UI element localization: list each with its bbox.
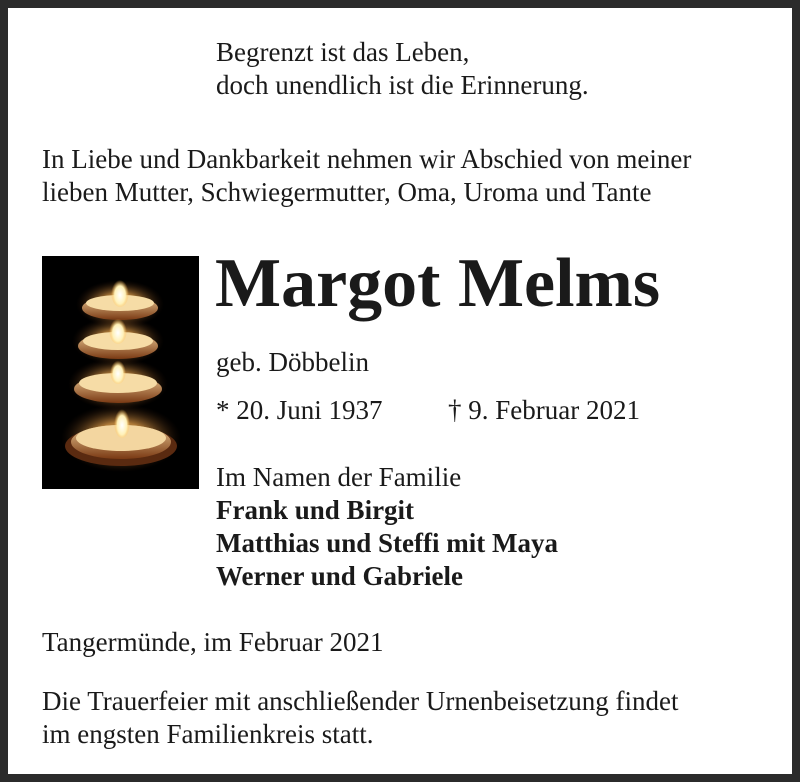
- family-member: Matthias und Steffi mit Maya: [216, 528, 558, 558]
- deceased-name: Margot Melms: [215, 245, 661, 322]
- family-intro: Im Namen der Familie: [216, 462, 462, 492]
- family-members: [216, 494, 558, 593]
- motto-line: doch unendlich ist die Erinnerung.: [216, 70, 589, 100]
- birth-date: * 20. Juni 1937: [216, 395, 383, 425]
- ceremony-line: Die Trauerfeier mit anschließender Urnenbeisetzung findet: [42, 686, 679, 716]
- birth-name: geb. Döbbelin: [216, 347, 369, 377]
- ceremony-info: [42, 685, 679, 751]
- death-date: † 9. Februar 2021: [448, 395, 640, 425]
- motto: [216, 36, 589, 102]
- family-member: Werner und Gabriele: [216, 561, 463, 591]
- place-date: Tangermünde, im Februar 2021: [42, 627, 384, 657]
- candles-photo-icon: [42, 256, 199, 489]
- family-member: Frank und Birgit: [216, 495, 415, 525]
- intro-line: lieben Mutter, Schwiegermutter, Oma, Uroma und Tante: [42, 177, 652, 207]
- motto-line: Begrenzt ist das Leben,: [216, 37, 470, 67]
- intro-text: [42, 143, 691, 209]
- candles-illustration: [42, 256, 199, 489]
- intro-line: In Liebe und Dankbarkeit nehmen wir Abschied von meiner: [42, 144, 692, 174]
- ceremony-line: im engsten Familienkreis statt.: [42, 719, 374, 749]
